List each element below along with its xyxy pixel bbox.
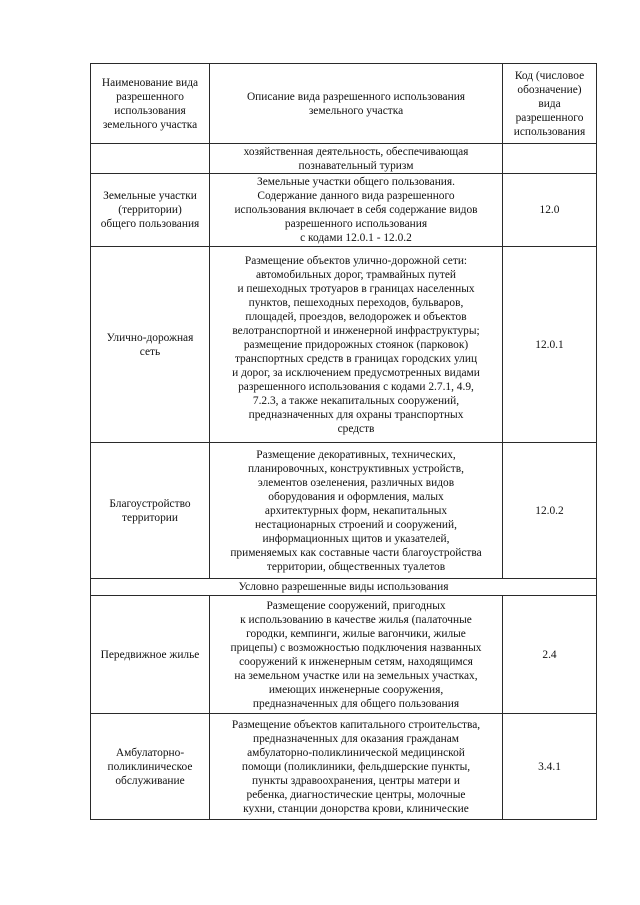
cell-name: Улично-дорожная сеть — [91, 247, 210, 443]
table-row-continuation — [91, 144, 597, 174]
cell-code: 12.0.2 — [503, 443, 597, 579]
cell-code: 12.0 — [503, 174, 597, 247]
cell-name — [91, 144, 210, 174]
cell-name: Передвижное жилье — [91, 596, 210, 714]
table-row — [91, 443, 597, 579]
header-description: Описание вида разрешенного использования земельного участка — [210, 64, 503, 144]
cell-code: 12.0.1 — [503, 247, 597, 443]
cell-description: Земельные участки общего пользования. Содержание данного вида разрешенного использования включает в себя содержание видов разрешенного использования с кодами 12.0.1 - 12.0.2 — [210, 174, 503, 247]
header-name: Наименование вида разрешенного использования земельного участка — [91, 64, 210, 144]
cell-name: Амбулаторно- поликлиническое обслуживание — [91, 714, 210, 820]
land-use-table — [90, 63, 597, 820]
table-row — [91, 174, 597, 247]
table-row — [91, 596, 597, 714]
table-row — [91, 714, 597, 820]
cell-description: Размещение декоративных, технических, планировочных, конструктивных устройств, элементов озеленения, различных видов оборудования и оформления, малых архитектурных форм, некапитальных нестационарных строений и сооружений, информационных щитов и указателей, применяемых как составные части благоустройства территории, общественных туалетов — [210, 443, 503, 579]
cell-description: Размещение объектов капитального строительства, предназначенных для оказания гражданам амбулаторно-поликлинической медицинской помощи (поликлиники, фельдшерские пункты, пункты здравоохранения, центры матери и ребенка, диагностические центры, молочные кухни, станции донорства крови, клинические — [210, 714, 503, 820]
cell-description: хозяйственная деятельность, обеспечивающая познавательный туризм — [210, 144, 503, 174]
cell-description: Размещение сооружений, пригодных к использованию в качестве жилья (палаточные городки, кемпинги, жилые вагончики, жилые прицепы) с возможностью подключения названных сооружений к инженерным сетям, находящимся на земельном участке или на земельных участках, имеющих инженерные сооружения, предназначенных для общего пользования — [210, 596, 503, 714]
cell-code — [503, 144, 597, 174]
section-title: Условно разрешенные виды использования — [91, 579, 597, 596]
section-row — [91, 579, 597, 596]
table-header-row — [91, 64, 597, 144]
cell-code: 2.4 — [503, 596, 597, 714]
cell-code: 3.4.1 — [503, 714, 597, 820]
cell-description: Размещение объектов улично-дорожной сети: автомобильных дорог, трамвайных путей и пешеходных тротуаров в границах населенных пунктов, пешеходных переходов, бульваров, площадей, проездов, велодорожек и объектов велотранспортной и инженерной инфраструктуры; размещение придорожных стоянок (парковок) транспортных средств в границах городских улиц и дорог, за исключением предусмотренных видами разрешенного использования с кодами 2.7.1, 4.9, 7.2.3, а также некапитальных сооружений, предназначенных для охраны транспортных средств — [210, 247, 503, 443]
header-code: Код (числовое обозначение) вида разрешенного использования — [503, 64, 597, 144]
table-row — [91, 247, 597, 443]
cell-name: Земельные участки (территории) общего пользования — [91, 174, 210, 247]
cell-name: Благоустройство территории — [91, 443, 210, 579]
